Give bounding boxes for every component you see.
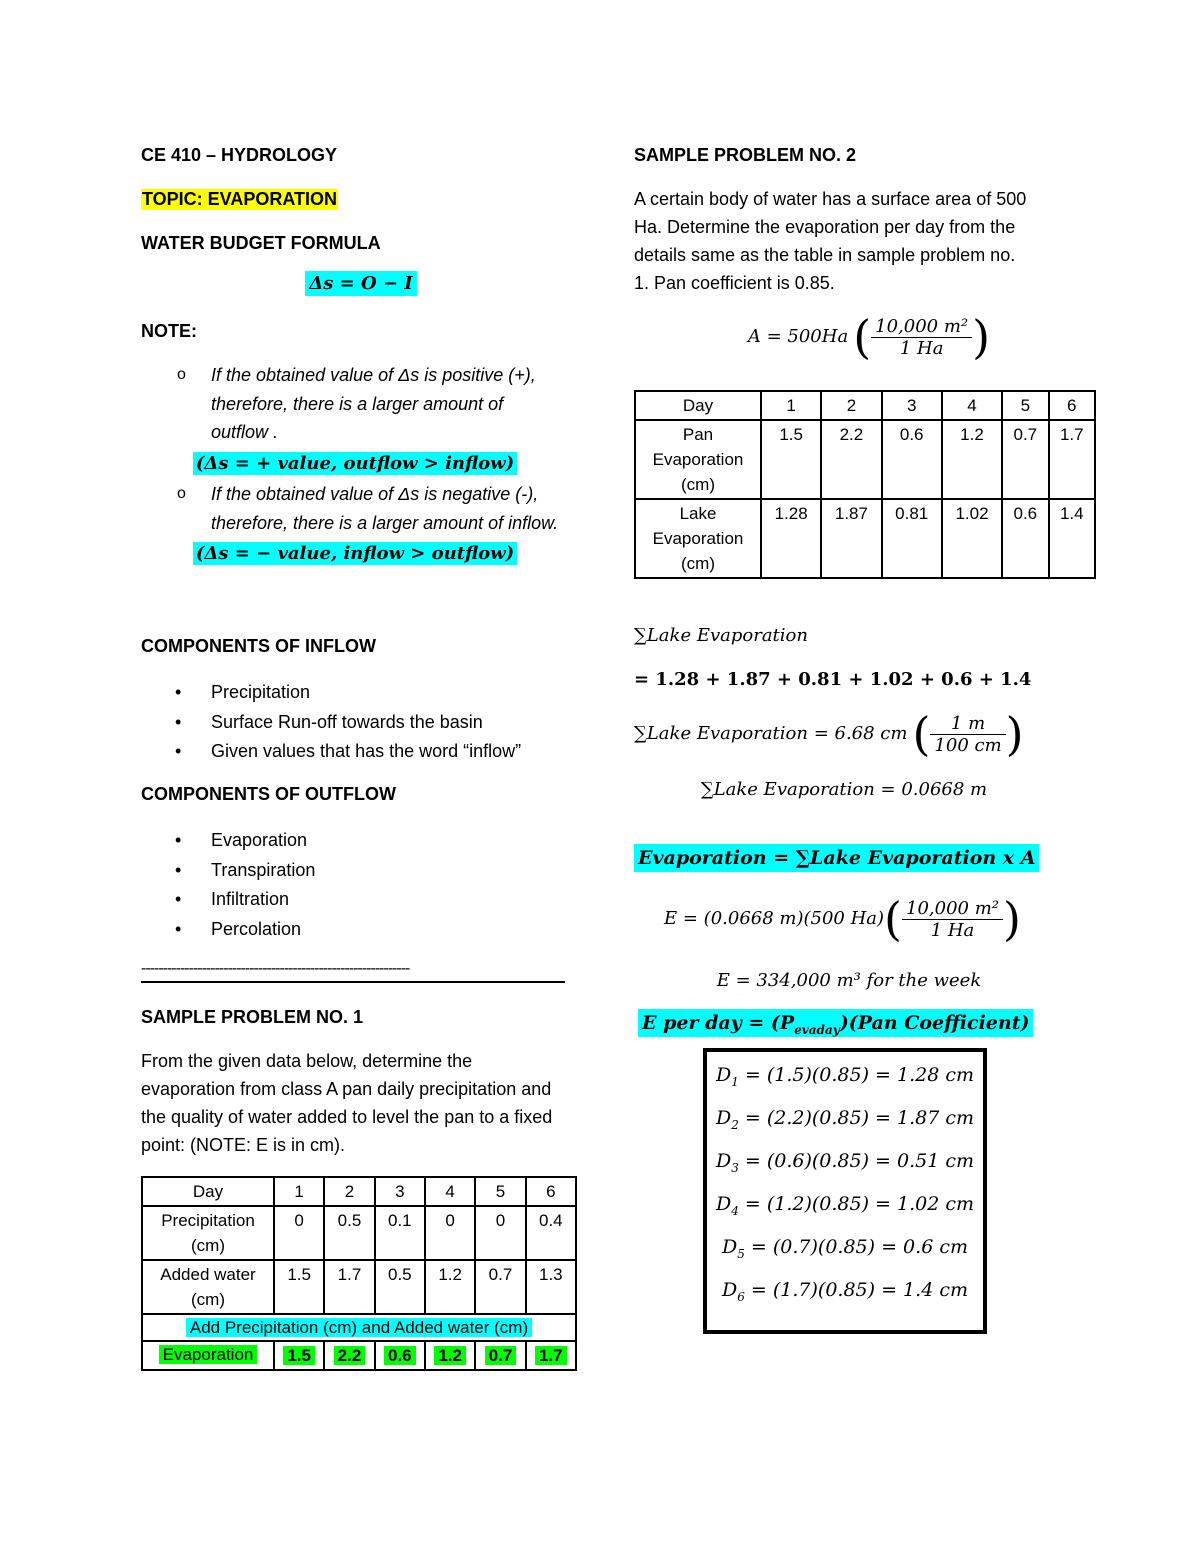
list-item: • Infiltration [175,889,290,909]
per-day-formula: E per day = $(P_{evaday})(Pan$ Coefficient) [638,1012,1033,1037]
list-item: • Transpiration [175,859,316,880]
table-evaporation-row: Evaporation 1.5 2.2 0.6 1.2 0.7 1.7 [142,1341,576,1370]
table-row: Added water (cm) 1.5 1.7 0.5 1.2 0.7 1.3 [142,1260,576,1314]
separator-line [141,981,565,983]
list-item: • Evaporation [175,830,308,850]
list-item: • Given values that has the word “inflow” [175,741,522,761]
sum-expression: = 1.28 + 1.87 + 0.81 + 1.02 + 0.6 + 1.4 [634,669,1032,690]
table-header-row: Day 1 2 3 4 5 6 [635,391,1095,420]
e-result: E = 334,000 m³ for the week [716,970,982,991]
problem1-text: From the given data below, determine the evaporation from class A pan daily precipitation and the quality of water added to level the pan to a fixed point: (NOTE: E is in cm). [141,1051,553,1155]
water-budget-formula: Δs = O − I [305,271,416,296]
note-formula: (Δs = + value, outflow > inflow) [193,452,517,475]
area-formula: A = 500Ha ( $\frac{\text{10,000 m²}}{1 Ha}$ ) [747,310,991,364]
inflow-list [141,678,581,767]
table-row: Lake Evaporation (cm) 1.28 1.87 0.81 1.02 0.6 1.4 [635,499,1095,578]
table-row: Pan Evaporation (cm) 1.5 2.2 0.6 1.2 0.7 1.7 [635,420,1095,499]
evaporation-formula: Evaporation = ∑Lake Evaporation x A [634,844,1039,872]
sum-cm-formula: ∑Lake Evaporation = 6.68 cm ( $\frac{1 m}{100 cm}$ ) [634,707,1024,761]
list-item: • Percolation [175,918,302,939]
separator-dashes: -------------------------------------------------------------- [141,960,410,977]
sum-meters: ∑Lake Evaporation = 0.0668 m [700,779,988,800]
outflow-heading: COMPONENTS OF OUTFLOW [141,784,396,804]
table-header-row: Day 1 2 3 4 5 6 [142,1177,576,1206]
topic-heading: TOPIC: EVAPORATION [142,189,338,209]
problem2-text: A certain body of water has a surface area of 500 Ha. Determine the evaporation per day from the details same as the table in sample problem no. 1. Pan coefficient is 0.85. [634,189,1027,293]
daily-result: $D_5 = (0.7)(0.85) = 0.6$ cm [722,1236,968,1261]
note-text: If the obtained value of Δs is positive (+), therefore, there is a larger amount of outflow . [211,365,536,442]
daily-result: $D_3 = (0.6)(0.85) = 0.51$ cm [715,1150,975,1175]
inflow-heading: COMPONENTS OF INFLOW [141,636,376,656]
water-budget-heading: WATER BUDGET FORMULA [141,233,381,253]
daily-result: $D_2 = (2.2)(0.85) = 1.87$ cm [715,1107,975,1132]
note-item: o If the obtained value of Δs is negative (-), therefore, there is a larger amount of inflow. (Δs = − value, inflow > outflow) [177,484,559,564]
list-item: • Surface Run-off towards the basin [175,711,483,732]
note-heading: NOTE: [141,321,197,341]
outflow-list [141,826,581,944]
note-formula: (Δs = − value, inflow > outflow) [193,542,517,565]
table-note-row: Add Precipitation (cm) and Added water (cm) [142,1314,576,1341]
sum-label: ∑Lake Evaporation [634,625,808,646]
daily-results-box [703,1048,987,1334]
problem2-table [634,390,1096,579]
course-title: CE 410 – HYDROLOGY [141,145,338,165]
daily-result: $D_6 = (1.7)(0.85) = 1.4$ cm [722,1279,968,1304]
problem1-table [141,1176,577,1371]
daily-result: $D_1 = (1.5)(0.85) = 1.28$ cm [715,1064,975,1089]
note-text: If the obtained value of Δs is negative (-), therefore, there is a larger amount of inflow. [211,484,559,533]
problem1-heading: SAMPLE PROBLEM NO. 1 [141,1007,364,1027]
note-item: o If the obtained value of Δs is positive (+), therefore, there is a larger amount of outflow . (Δs = + value, outflow > inflow) [177,365,536,474]
note-list [141,361,581,569]
problem2-heading: SAMPLE PROBLEM NO. 2 [634,145,857,165]
e-formula: E = (0.0668 m)(500 Ha)( $\frac{\text{10,000 m²}}{1 Ha}$ ) [664,892,1021,946]
list-item: • Precipitation [175,682,311,702]
table-row: Precipitation (cm) 0 0.5 0.1 0 0 0.4 [142,1206,576,1260]
daily-result: $D_4 = (1.2)(0.85) = 1.02$ cm [715,1193,975,1218]
